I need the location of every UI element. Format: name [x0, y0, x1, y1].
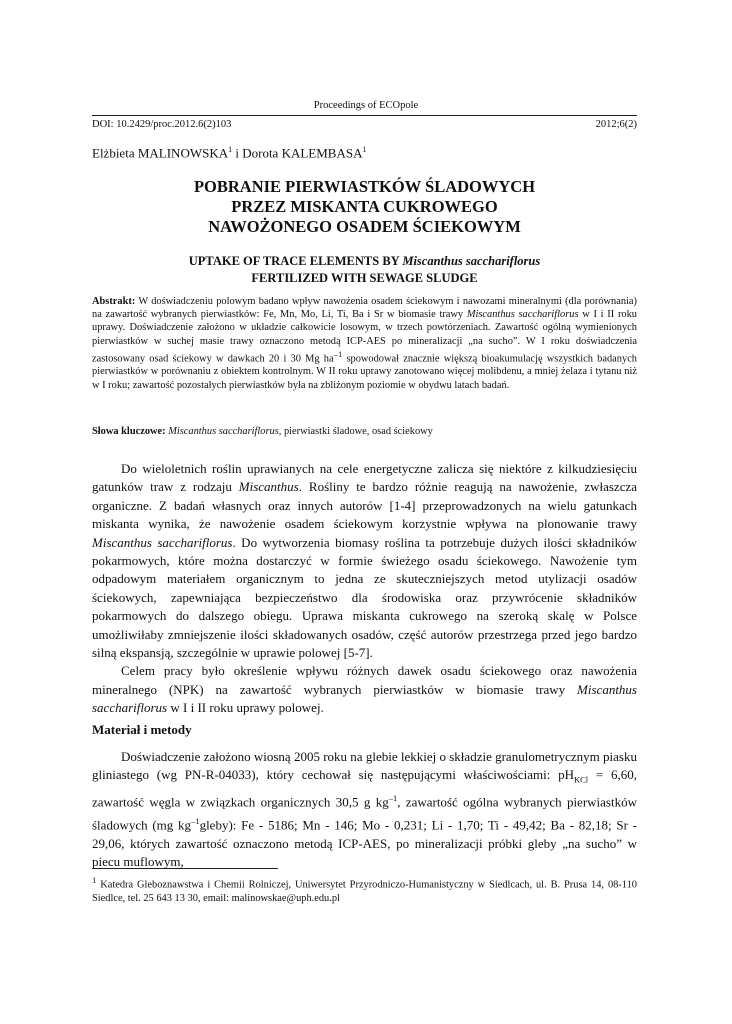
- paragraph: [92, 748, 637, 872]
- paragraph-text: Do wieloletnich roślin uprawianych na cele energetyczne zalicza się niektóre z kilkudziesięciu gatunków traw z rodzaju: [92, 461, 637, 495]
- title-polish-line: POBRANIE PIERWIASTKÓW ŚLADOWYCH: [193, 177, 536, 196]
- footnote-rule: [92, 868, 278, 869]
- author-1: Elżbieta MALINOWSKA: [92, 145, 229, 161]
- abstract-exponent: –1: [333, 348, 343, 359]
- paragraph: [92, 460, 637, 662]
- title-english-line: [92, 253, 637, 270]
- keywords-label: Słowa kluczowe:: [92, 426, 166, 437]
- footnote-text: Katedra Gleboznawstwa i Chemii Rolniczej, Uniwersytet Przyrodniczo-Humanistyczny w Siedlcach, ul. B. Prusa 14, 08-110 Siedlce, tel. 25 643 13 30, email: malinowskae@uph.edu.pl: [92, 879, 637, 904]
- abstract-species: Miscanthus sacchariflorus: [466, 309, 579, 321]
- title-english: [92, 253, 637, 287]
- volume-info: 2012;6(2): [595, 119, 637, 130]
- footnote-mark: 1: [92, 875, 97, 885]
- footnote: [92, 874, 637, 905]
- section-heading-methods: Materiał i metody: [92, 722, 192, 737]
- title-polish: [92, 177, 637, 237]
- methods-section: [92, 748, 637, 872]
- paragraph-text: Celem pracy było określenie wpływu różnych dawek osadu ściekowego oraz nawożenia mineralnego (NPK) na zawartość wybranych pierwiastków w biomasie trawy: [92, 663, 637, 697]
- authors: [92, 145, 366, 161]
- exponent: –1: [191, 816, 200, 827]
- abstract-text: w I i II roku uprawy. Doświadczenie założono w układzie całkowicie losowym, w trzech powtórzeniach. Zawartość ogólną wymienionych pierwiastków w suchej masie trawy oznaczono metodą ICP-AES po mineralizacji „na sucho”. W I roku doświadczenia zastosowany osad ściekowy w dawkach 20 i 30 Mg ha: [92, 309, 637, 365]
- paragraph-text: Doświadczenie założono wiosną 2005 roku na glebie lekkiej o składzie granulometrycznym piasku gliniastego (wg PN-R-04033), który cechował się następującymi właściwościami: pH: [92, 749, 637, 783]
- paragraph-text: w I i II roku uprawy polowej.: [167, 700, 324, 716]
- paragraph: [92, 662, 637, 717]
- title-english-text: UPTAKE OF TRACE ELEMENTS BY: [188, 254, 403, 268]
- title-english-species: Miscanthus sacchariflorus: [402, 254, 541, 268]
- title-polish-line: PRZEZ MISKANTA CUKROWEGO: [231, 197, 498, 216]
- abstract-text: W doświadczeniu polowym badano wpływ nawożenia osadem ściekowym i nawozami mineralnymi (dla porównania) na zawartość wybranych pierwiastków: Fe, Mn, Mo, Li, Ti, Ba i Sr w biomasie trawy: [92, 296, 637, 321]
- author-2: i Dorota KALEMBASA: [232, 145, 363, 161]
- paragraph-text: . Rośliny te bardzo różnie reagują na nawożenie, zwłaszcza organiczne. Z badań własnych oraz innych autorów [1-4] przeprowadzonych na wielu gatunkach miskanta wynika, że nawożenie osadem ściekowym korzystnie wpływa na plonowanie trawy: [92, 479, 638, 532]
- introduction: [92, 460, 637, 718]
- paragraph-text: = 6,60, zawartość węgla w związkach organicznych 30,5 g kg: [92, 767, 637, 810]
- title-english-line: FERTILIZED WITH SEWAGE SLUDGE: [251, 271, 478, 285]
- paragraph-text: . Do wytworzenia biomasy roślina ta potrzebuje dużych ilości składników pokarmowych, które można dostarczyć w formie świeżego osadu ściekowego. Nawożenie tym odpadowym materiałem organicznym to jedna ze skuteczniejszych metod utylizacji osadów ściekowych, zapewniająca bezpieczeństwo dla środowiska oraz przywrócenie składników pokarmowych do dalszego obiegu. Uprawa miskanta cukrowego na szeroką skalę w Polsce umożliwiłaby zmniejszenie ilości składowanych osadów, część autorów przestrzega przed jego bardzo silną ekspansją, szczególnie w uprawie polowej [5-7].: [92, 534, 637, 661]
- keywords-species: Miscanthus sacchariflorus,: [165, 426, 282, 437]
- paragraph-text: , zawartość ogólna wybranych pierwiastków śladowych (mg kg: [92, 794, 637, 833]
- title-polish-line: NAWOŻONEGO OSADEM ŚCIEKOWYM: [208, 217, 521, 236]
- keywords: [92, 426, 637, 437]
- journal-name: Proceedings of ECOpole: [313, 100, 419, 111]
- abstract-text: spowodował znacznie większą bioakumulację wszystkich badanych pierwiastków w porównaniu z obiektem kontrolnym. W II roku uprawy zanotowano więcej molibdenu, a mniej żelaza i tytanu niż w I roku; zawartość pozostałych pierwiastków była na zbliżonym poziomie w obydwu latach badań.: [92, 353, 637, 391]
- doi: DOI: 10.2429/proc.2012.6(2)103: [92, 119, 232, 130]
- paragraph-text: gleby): Fe - 5186; Mn - 146; Mo - 0,231; Li - 1,70; Ti - 49,42; Ba - 82,18; Sr - 29,06, których zawartość oznaczono metodą ICP-AES, po mineralizacji próbki gleby „na sucho” w piecu muflowym,: [92, 817, 637, 870]
- keywords-text: pierwiastki śladowe, osad ściekowy: [281, 426, 433, 437]
- abstract-label: Abstrakt:: [92, 296, 136, 307]
- abstract: [92, 295, 637, 392]
- subscript: KCl: [573, 775, 589, 785]
- author-2-affiliation-mark: 1: [362, 145, 367, 154]
- author-1-affiliation-mark: 1: [228, 145, 233, 154]
- species-name: Miscanthus: [238, 479, 299, 495]
- exponent: –1: [388, 793, 398, 804]
- header-rule: [92, 115, 637, 116]
- species-name: Miscanthus sacchariflorus: [92, 534, 233, 550]
- species-name: Miscanthus sacchariflorus: [92, 681, 637, 716]
